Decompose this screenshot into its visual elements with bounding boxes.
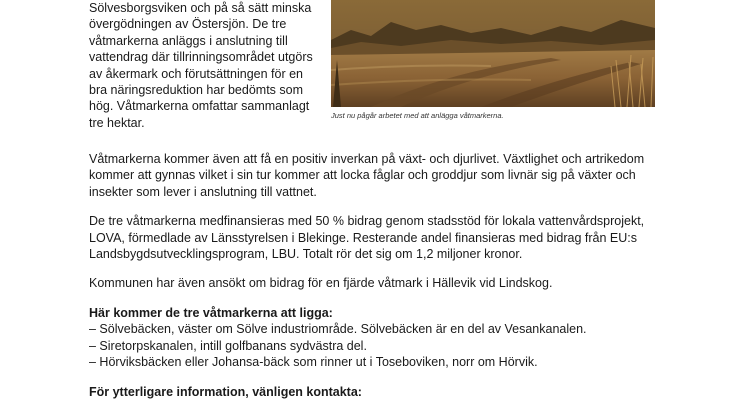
list-item: – Sölvebäcken, väster om Sölve industriområde. Sölvebäcken är en del av Vesankanalen. [89,322,587,337]
intro-line: av åkermark och förutsättningen för en [89,66,304,81]
wetland-landscape-image [331,0,655,107]
paragraph-line: insekter som lever i anslutning till vattnet. [89,184,317,199]
paragraph-line: Våtmarkerna kommer även att få en positiv inverkan på växt- och djurlivet. Växtlighet och artrikedom [89,152,645,166]
intro-text [89,0,321,131]
paragraph [89,275,689,291]
paragraph-line: Kommunen har även ansökt om bidrag för en fjärde våtmark i Hällevik vid Lindskog. [89,276,553,291]
locations-heading: Här kommer de tre våtmarkerna att ligga: [89,305,333,320]
intro-line: tre hektar. [89,115,145,130]
paragraph-line: De tre våtmarkerna medfinansieras med 50 % bidrag genom stadsstöd för lokala vattenvårdsprojekt, [89,214,645,229]
list-item: – Hörviksbäcken eller Johansa-bäck som rinner ut i Toseboviken, norr om Hörvik. [89,355,538,370]
intro-line: Sölvesborgsviken och på så sätt minska [89,1,312,15]
contact-heading: För ytterligare information, vänligen kontakta: [89,385,362,400]
article-body [89,151,689,401]
intro-line: vattendrag där tillrinningsområdet utgörs [89,50,313,65]
intro-line: hög. Våtmarkerna omfattar sammanlagt [89,99,310,114]
paragraph [89,213,689,262]
paragraph [89,151,689,200]
intro-line: bra näringsreduktion har bedömts som [89,83,304,98]
paragraph-line: Landsbygdsutvecklingsprogram, LBU. Totalt rör det sig om 1,2 miljoner kronor. [89,247,523,262]
photo-caption: Just nu pågår arbetet med att anlägga våtmarkerna. [331,111,504,120]
list-item: – Siretorpskanalen, intill golfbanans sydvästra del. [89,338,367,353]
intro-line: övergödningen av Östersjön. De tre [89,17,287,32]
paragraph-line: LOVA, förmedlade av Länsstyrelsen i Blekinge. Resterande andel finansieras med bidrag från EU:s [89,230,637,245]
locations-list [89,305,689,371]
intro-line: våtmarkerna anläggs i anslutning till [89,33,288,48]
paragraph-line: kommer att gynnas vilket i sin tur kommer att locka fåglar och groddjur som livnär sig på växter och [89,168,636,183]
wetland-photo [331,0,655,107]
